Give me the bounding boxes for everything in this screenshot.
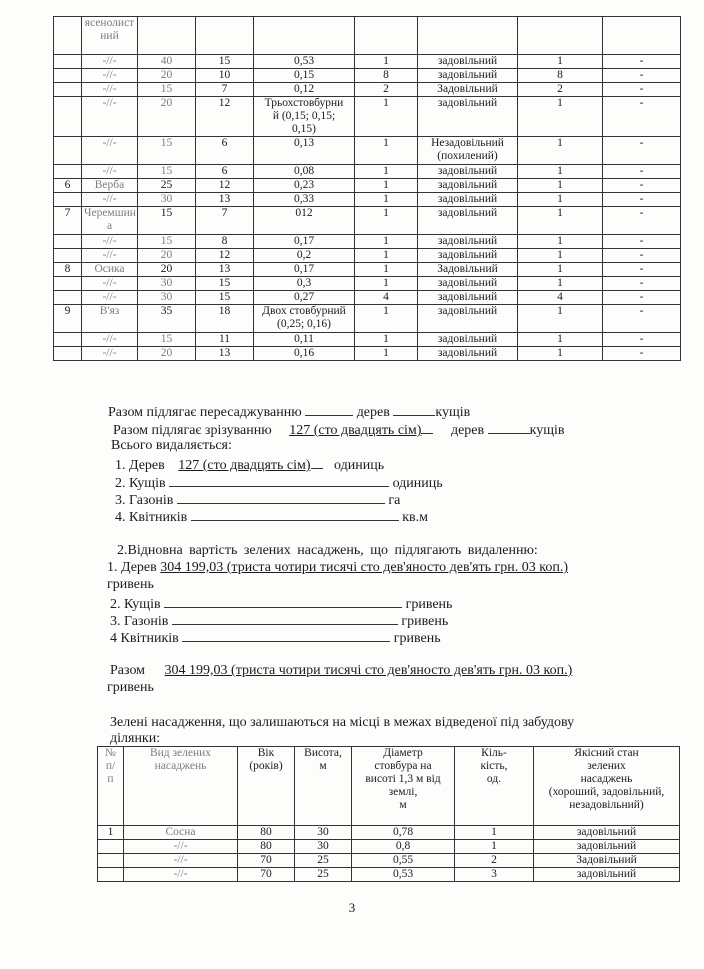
to_remove-cell: 1 [518,179,603,193]
num-cell [54,347,82,361]
state-cell: задовільний [418,179,518,193]
header-species: Вид зелених насаджень [124,747,238,826]
species-cell: Сосна [124,826,238,840]
diameter-cell: 0,53 [352,868,455,882]
table-row [54,55,681,69]
num-cell: 6 [54,179,82,193]
state-cell: Задовільний [534,854,680,868]
num-cell: 8 [54,263,82,277]
height-cell: 8 [196,235,254,249]
to_remove-cell: 1 [518,347,603,361]
diameter-cell: 0,17 [254,235,355,249]
diameter-cell: 0,13 [254,137,355,165]
diameter-cell: 0,55 [352,854,455,868]
age-cell: 15 [138,207,196,235]
diameter-cell: 0,3 [254,277,355,291]
height-cell: 30 [295,840,352,854]
replant-cell: - [603,69,681,83]
restoration-trees-unit: гривень [107,577,154,592]
age-cell: 15 [138,235,196,249]
replant-cell: - [603,291,681,305]
to_remove-cell: 1 [518,235,603,249]
height-cell: 7 [196,207,254,235]
qty-cell: 1 [355,137,418,165]
removed-trees-table [53,16,681,361]
height-cell: 10 [196,69,254,83]
table-row [54,207,681,235]
state-cell: задовільний [534,840,680,854]
state-cell: задовільний [418,333,518,347]
restoration-trees-line: 1. Дерев 304 199,03 (триста чотири тисячі сто дев'яносто дев'ять грн. 03 коп.) [107,560,569,575]
restoration-trees-value: 304 199,03 (триста чотири тисячі сто дев'яносто дев'ять грн. 03 коп.) [160,560,569,575]
page-number: 3 [348,900,356,915]
height-cell: 12 [196,249,254,263]
diameter-cell: 0,27 [254,291,355,305]
remaining-title: Зелені насадження, що залишаються на місці в межах відведеної під забудову [110,715,575,730]
age-cell: 30 [138,193,196,207]
removed-title: Всього видаляється: [111,438,232,453]
num-cell: 1 [98,826,124,840]
restoration-flowerbeds-line: 4 Квітників гривень [110,628,441,647]
diameter-cell: 0,12 [254,83,355,97]
to_remove-cell: 1 [518,333,603,347]
state-cell: задовільний [418,207,518,235]
height-cell: 12 [196,179,254,193]
diameter-cell: 0,53 [254,55,355,69]
species-cell: -//- [82,291,138,305]
restoration-total-unit: гривень [107,680,154,695]
cut-summary-line: Разом підлягає зрізуванню 127 (сто двадцять сім) дерев кущів [113,420,565,439]
species-cell: Черемшин а [82,207,138,235]
qty-cell: 1 [355,207,418,235]
age-cell: 70 [238,854,295,868]
table-row [54,137,681,165]
replant-cell: - [603,193,681,207]
table-row [54,263,681,277]
table-row [54,305,681,333]
replant-cell: - [603,165,681,179]
height-cell: 6 [196,165,254,179]
state-cell: Задовільний [418,83,518,97]
species-cell: -//- [82,55,138,69]
height-cell: 25 [295,868,352,882]
table-row [54,291,681,305]
replant-cell: - [603,249,681,263]
qty-cell: 1 [455,840,534,854]
table-row [54,179,681,193]
qty-cell: 8 [355,69,418,83]
to_remove-cell: 4 [518,291,603,305]
remaining-title-cont: ділянки: [110,731,161,746]
table-row [98,854,680,868]
to_remove-cell: 1 [518,55,603,69]
diameter-cell: 0,23 [254,179,355,193]
to_remove-cell: 1 [518,137,603,165]
removed-flowerbeds-line: 4. Квітників кв.м [115,507,428,526]
replant-cell: - [603,333,681,347]
height-cell: 25 [295,854,352,868]
num-cell [98,854,124,868]
num-cell: 9 [54,305,82,333]
age-cell: 25 [138,179,196,193]
table-row [98,868,680,882]
age-cell: 20 [138,347,196,361]
species-cell: -//- [82,347,138,361]
state-cell: Задовільний [418,263,518,277]
height-cell: 18 [196,305,254,333]
qty-cell: 1 [355,249,418,263]
num-cell [54,277,82,291]
age-cell: 80 [238,840,295,854]
header-num: № п/ п [98,747,124,826]
replant-summary-line: Разом підлягає пересаджуванню дерев кущів [108,402,470,421]
species-cell: -//- [82,193,138,207]
replant-cell: - [603,55,681,69]
state-cell: задовільний [418,277,518,291]
remaining-trees-table [97,746,680,882]
age-cell: 35 [138,305,196,333]
restoration-total-line: Разом 304 199,03 (триста чотири тисячі сто дев'яносто дев'ять грн. 03 коп.) [110,663,573,678]
table-header-row [98,747,680,826]
to_remove-cell: 1 [518,263,603,277]
replant-cell: - [603,305,681,333]
table-row [54,17,681,55]
state-cell: задовільний [418,235,518,249]
diameter-cell: 0,8 [352,840,455,854]
qty-cell: 1 [355,179,418,193]
num-cell [54,137,82,165]
to_remove-cell: 2 [518,83,603,97]
qty-cell: 2 [355,83,418,97]
num-cell [54,193,82,207]
qty-cell: 1 [355,263,418,277]
state-cell: задовільний [418,55,518,69]
table-row [54,165,681,179]
num-cell [54,333,82,347]
qty-cell: 1 [355,97,418,137]
species-cell: Осика [82,263,138,277]
diameter-cell: 0,15 [254,69,355,83]
species-cell: -//- [124,868,238,882]
table-row [54,69,681,83]
table-row [54,277,681,291]
removed-trees-line: 1. Дерев 127 (сто двадцять сім) одиниць [115,455,384,474]
height-cell: 6 [196,137,254,165]
replant-label: Разом підлягає пересаджуванню [108,405,302,420]
restoration-shrubs-line: 2. Кущів гривень [110,594,452,613]
replant-cell: - [603,83,681,97]
age-cell: 15 [138,137,196,165]
to_remove-cell: 1 [518,277,603,291]
qty-cell: 1 [355,193,418,207]
height-cell: 7 [196,83,254,97]
state-cell: задовільний [418,97,518,137]
qty-cell: 1 [355,235,418,249]
replant-cell: - [603,277,681,291]
state-cell: задовільний [418,291,518,305]
state-cell: задовільний [418,347,518,361]
species-cell: -//- [82,137,138,165]
header-height: Висота, м [295,747,352,826]
age-cell: 20 [138,97,196,137]
diameter-cell: 0,33 [254,193,355,207]
replant-cell: - [603,263,681,277]
state-cell: задовільний [418,193,518,207]
qty-cell: 1 [355,55,418,69]
age-cell: 20 [138,69,196,83]
qty-cell: 1 [455,826,534,840]
removed-lawns-line: 3. Газонів га [115,490,400,509]
removed-trees-value: 127 (сто двадцять сім) [178,458,311,473]
diameter-cell: Трьохстовбурни й (0,15; 0,15; 0,15) [254,97,355,137]
species-cell: -//- [82,69,138,83]
species-cell: -//- [82,165,138,179]
height-cell: 13 [196,193,254,207]
age-cell: 80 [238,826,295,840]
replant-cell: - [603,235,681,249]
diameter-cell: 0,17 [254,263,355,277]
species-cell: -//- [124,840,238,854]
state-cell: задовільний [418,249,518,263]
species-cell: -//- [82,235,138,249]
table-row [98,826,680,840]
height-cell: 15 [196,55,254,69]
diameter-cell: 012 [254,207,355,235]
table-row [54,97,681,137]
diameter-cell: 0,08 [254,165,355,179]
header-age: Вік (років) [238,747,295,826]
height-cell: 12 [196,97,254,137]
height-cell: 15 [196,291,254,305]
replant-cell: - [603,137,681,165]
replant-cell: - [603,179,681,193]
cut-label: Разом підлягає зрізуванню [113,423,272,438]
replant-cell: - [603,347,681,361]
age-cell: 20 [138,263,196,277]
removed-shrubs-line: 2. Кущів одиниць [115,473,443,492]
species-cell: -//- [124,854,238,868]
age-cell: 15 [138,83,196,97]
to_remove-cell: 1 [518,193,603,207]
restoration-total-value: 304 199,03 (триста чотири тисячі сто дев'яносто дев'ять грн. 03 коп.) [164,663,573,678]
diameter-cell: 0,2 [254,249,355,263]
num-cell [54,97,82,137]
restoration-lawns-line: 3. Газонів гривень [110,611,448,630]
to_remove-cell: 1 [518,165,603,179]
qty-cell: 2 [455,854,534,868]
height-cell: 13 [196,263,254,277]
table-row [54,83,681,97]
age-cell: 30 [138,277,196,291]
state-cell: задовільний [418,69,518,83]
num-cell [54,291,82,305]
header-qty: Кіль- кість, од. [455,747,534,826]
restoration-title: 2.Відновна вартість зелених насаджень, що підлягають видаленню: [117,543,538,558]
state-cell: задовільний [534,868,680,882]
age-cell: 15 [138,165,196,179]
species-cell: -//- [82,83,138,97]
species-cell: В'яз [82,305,138,333]
num-cell [54,69,82,83]
age-cell: 20 [138,249,196,263]
num-cell [54,249,82,263]
age-cell: 15 [138,333,196,347]
cut-value: 127 (сто двадцять сім) [289,423,422,438]
species-cell: -//- [82,333,138,347]
to_remove-cell: 1 [518,305,603,333]
table-row [54,333,681,347]
species-cell: -//- [82,277,138,291]
table-row [54,235,681,249]
header-diameter: Діаметр стовбура на висоті 1,3 м від землі, м [352,747,455,826]
species-cell: -//- [82,249,138,263]
species-cell: Верба [82,179,138,193]
species-cell: -//- [82,97,138,137]
table-row [54,249,681,263]
to_remove-cell: 1 [518,97,603,137]
num-cell: 7 [54,207,82,235]
height-cell: 15 [196,277,254,291]
to_remove-cell: 1 [518,249,603,263]
species-cell: ясенолист ний [82,17,138,55]
age-cell: 40 [138,55,196,69]
num-cell [54,235,82,249]
num-cell [98,868,124,882]
age-cell: 30 [138,291,196,305]
to_remove-cell: 1 [518,207,603,235]
table-row [98,840,680,854]
num-cell [54,83,82,97]
num-cell [98,840,124,854]
height-cell: 11 [196,333,254,347]
height-cell: 30 [295,826,352,840]
height-cell: 13 [196,347,254,361]
state-cell: задовільний [418,305,518,333]
qty-cell: 1 [355,305,418,333]
qty-cell: 3 [455,868,534,882]
table-row [54,347,681,361]
state-cell: задовільний [534,826,680,840]
header-state: Якісний стан зелених насаджень (хороший, задовільний, незадовільний) [534,747,680,826]
to_remove-cell: 8 [518,69,603,83]
qty-cell: 4 [355,291,418,305]
qty-cell: 1 [355,277,418,291]
qty-cell: 1 [355,165,418,179]
table-row [54,193,681,207]
age-cell: 70 [238,868,295,882]
qty-cell: 1 [355,347,418,361]
qty-cell: 1 [355,333,418,347]
diameter-cell: 0,11 [254,333,355,347]
num-cell [54,55,82,69]
diameter-cell: Двох стовбурний (0,25; 0,16) [254,305,355,333]
diameter-cell: 0,78 [352,826,455,840]
state-cell: Незадовільний (похилений) [418,137,518,165]
diameter-cell: 0,16 [254,347,355,361]
replant-cell: - [603,207,681,235]
num-cell [54,165,82,179]
replant-cell: - [603,97,681,137]
state-cell: задовільний [418,165,518,179]
